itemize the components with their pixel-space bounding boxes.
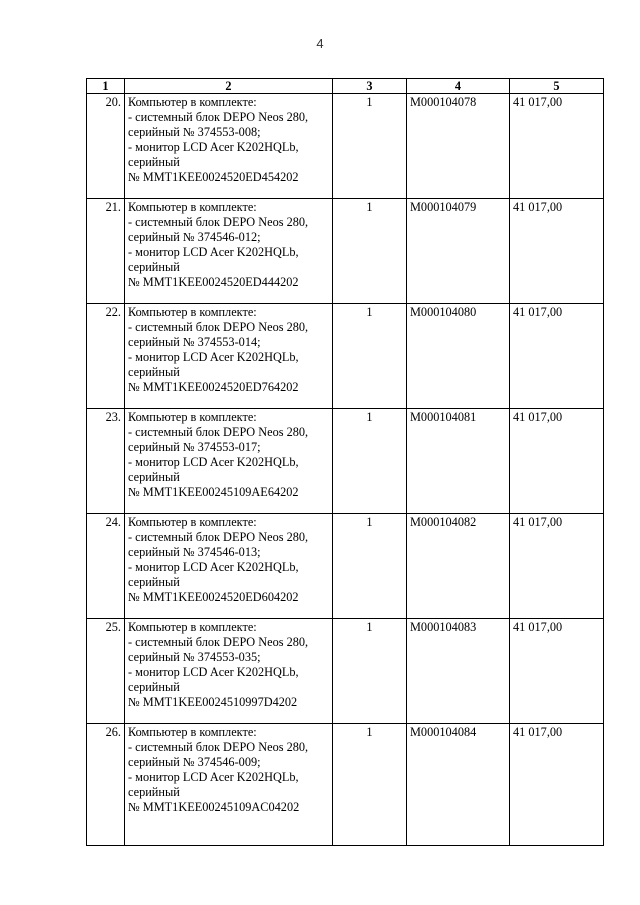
description-line: - системный блок DEPO Neos 280,: [128, 425, 309, 439]
description-line: серийный № 374553-035;: [128, 650, 261, 664]
item-quantity: 1: [333, 94, 407, 199]
table-body: [87, 94, 604, 846]
description-line: серийный: [128, 785, 180, 799]
description-line: - монитор LCD Acer K202HQLb,: [128, 560, 299, 574]
table-row: [87, 619, 604, 724]
row-number: 26.: [87, 724, 125, 846]
row-number: 20.: [87, 94, 125, 199]
item-description: [125, 94, 333, 199]
item-quantity: 1: [333, 304, 407, 409]
inventory-code: M000104081: [407, 409, 510, 514]
description-line: № MMT1KEE0024520ED454202: [128, 170, 299, 184]
item-description: [125, 409, 333, 514]
description-line: серийный: [128, 575, 180, 589]
description-line: серийный: [128, 470, 180, 484]
item-quantity: 1: [333, 514, 407, 619]
description-line: серийный: [128, 365, 180, 379]
item-quantity: 1: [333, 199, 407, 304]
description-line: серийный № 374553-008;: [128, 125, 261, 139]
item-quantity: 1: [333, 409, 407, 514]
inventory-code: M000104079: [407, 199, 510, 304]
description-line: - монитор LCD Acer K202HQLb,: [128, 350, 299, 364]
item-price: 41 017,00: [510, 514, 604, 619]
description-line: Компьютер в комплекте:: [128, 200, 257, 214]
row-number: 25.: [87, 619, 125, 724]
description-line: - монитор LCD Acer K202HQLb,: [128, 245, 299, 259]
inventory-code: M000104080: [407, 304, 510, 409]
inventory-code: M000104078: [407, 94, 510, 199]
item-price: 41 017,00: [510, 94, 604, 199]
item-quantity: 1: [333, 724, 407, 846]
description-line: № MMT1KEE0024520ED764202: [128, 380, 299, 394]
table-header-row: [87, 79, 604, 94]
description-line: серийный: [128, 680, 180, 694]
description-line: серийный № 374553-017;: [128, 440, 261, 454]
table-row: [87, 94, 604, 199]
row-number: 23.: [87, 409, 125, 514]
description-line: - монитор LCD Acer K202HQLb,: [128, 770, 299, 784]
description-line: - системный блок DEPO Neos 280,: [128, 530, 309, 544]
description-line: № MMT1KEE0024520ED444202: [128, 275, 299, 289]
column-header-inventory-code: 4: [407, 79, 510, 94]
item-description: [125, 199, 333, 304]
description-line: серийный: [128, 260, 180, 274]
description-line: Компьютер в комплекте:: [128, 725, 257, 739]
table-row: [87, 409, 604, 514]
description-line: № MMT1KEE00245109AC04202: [128, 800, 300, 814]
inventory-code: M000104084: [407, 724, 510, 846]
row-number: 21.: [87, 199, 125, 304]
item-price: 41 017,00: [510, 409, 604, 514]
inventory-code: M000104082: [407, 514, 510, 619]
table-row: [87, 304, 604, 409]
description-line: Компьютер в комплекте:: [128, 305, 257, 319]
item-price: 41 017,00: [510, 199, 604, 304]
description-line: Компьютер в комплекте:: [128, 410, 257, 424]
item-price: 41 017,00: [510, 724, 604, 846]
item-description: [125, 724, 333, 846]
description-line: Компьютер в комплекте:: [128, 95, 257, 109]
column-header-price: 5: [510, 79, 604, 94]
description-line: Компьютер в комплекте:: [128, 515, 257, 529]
description-line: № MMT1KEE00245109AE64202: [128, 485, 299, 499]
inventory-table: [86, 78, 604, 846]
table-row: [87, 199, 604, 304]
item-description: [125, 514, 333, 619]
description-line: - монитор LCD Acer K202HQLb,: [128, 140, 299, 154]
row-number: 24.: [87, 514, 125, 619]
description-line: серийный: [128, 155, 180, 169]
table-row: [87, 724, 604, 846]
description-line: серийный № 374553-014;: [128, 335, 261, 349]
column-header-quantity: 3: [333, 79, 407, 94]
column-header-name: 2: [125, 79, 333, 94]
item-quantity: 1: [333, 619, 407, 724]
inventory-code: M000104083: [407, 619, 510, 724]
description-line: - монитор LCD Acer K202HQLb,: [128, 455, 299, 469]
page-number: 4: [316, 36, 324, 51]
description-line: № MMT1KEE0024510997D4202: [128, 695, 298, 709]
description-line: - системный блок DEPO Neos 280,: [128, 320, 309, 334]
item-description: [125, 304, 333, 409]
table-row: [87, 514, 604, 619]
description-line: - системный блок DEPO Neos 280,: [128, 740, 309, 754]
description-line: - системный блок DEPO Neos 280,: [128, 635, 309, 649]
description-line: - системный блок DEPO Neos 280,: [128, 215, 309, 229]
row-number: 22.: [87, 304, 125, 409]
item-description: [125, 619, 333, 724]
item-price: 41 017,00: [510, 304, 604, 409]
description-line: - системный блок DEPO Neos 280,: [128, 110, 309, 124]
description-line: серийный № 374546-009;: [128, 755, 261, 769]
description-line: Компьютер в комплекте:: [128, 620, 257, 634]
description-line: - монитор LCD Acer K202HQLb,: [128, 665, 299, 679]
description-line: серийный № 374546-013;: [128, 545, 261, 559]
column-header-number: 1: [87, 79, 125, 94]
item-price: 41 017,00: [510, 619, 604, 724]
description-line: серийный № 374546-012;: [128, 230, 261, 244]
description-line: № MMT1KEE0024520ED604202: [128, 590, 299, 604]
